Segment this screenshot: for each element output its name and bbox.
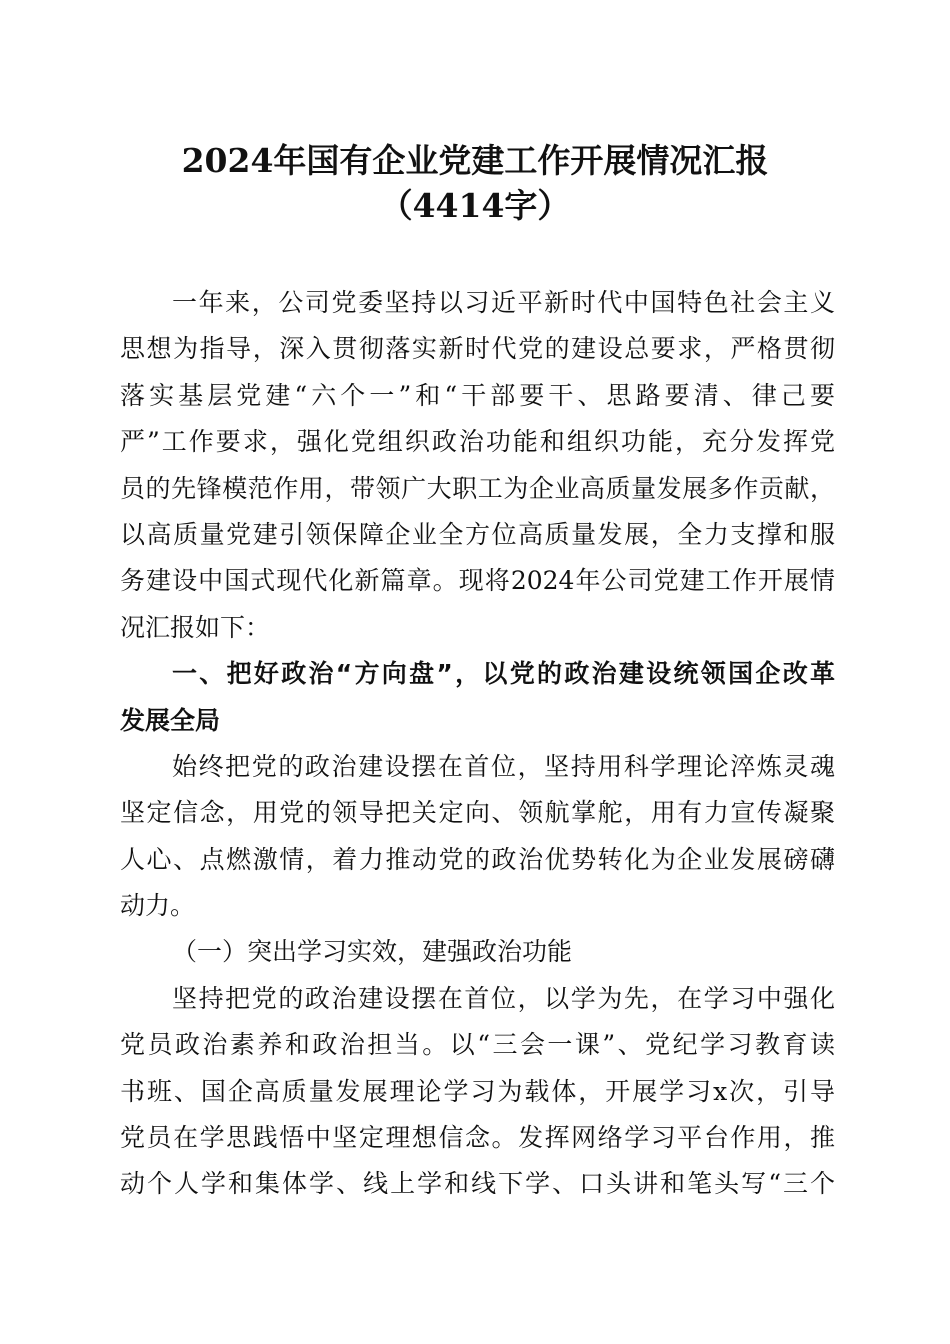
paragraph-line: 动力。 <box>120 891 196 921</box>
paragraph-line: 以高质量党建引领保障企业全方位高质量发展，全力支撑和服 <box>120 519 835 549</box>
subsection-heading: （一）突出学习实效，建强政治功能 <box>172 937 573 967</box>
paragraph-line: 务建设中国式现代化新篇章。现将2024年公司党建工作开展情 <box>120 566 835 596</box>
paragraph-line: 动个人学和集体学、线上学和线下学、口头讲和笔头写“三个 <box>120 1169 835 1199</box>
paragraph-line: 人心、点燃激情，着力推动党的政治优势转化为企业发展磅礴 <box>120 844 835 874</box>
paragraph-line: 党员政治素养和政治担当。以“三会一课”、党纪学习教育读 <box>120 1030 835 1060</box>
title-line-2: （4414字） <box>379 186 571 225</box>
document-title <box>0 138 950 228</box>
paragraph-line: 书班、国企高质量发展理论学习为载体，开展学习x次，引导 <box>120 1076 835 1106</box>
section-heading-line: 发展全局 <box>120 705 221 735</box>
paragraph-line: 思想为指导，深入贯彻落实新时代党的建设总要求，严格贯彻 <box>120 334 835 364</box>
paragraph-line: 员的先锋模范作用，带领广大职工为企业高质量发展多作贡献， <box>120 473 835 503</box>
paragraph-line: 始终把党的政治建设摆在首位，坚持用科学理论淬炼灵魂 <box>172 751 835 781</box>
paragraph-line: 坚持把党的政治建设摆在首位，以学为先，在学习中强化 <box>172 983 835 1013</box>
paragraph-line: 况汇报如下： <box>120 612 271 642</box>
document-body <box>120 280 835 1208</box>
paragraph-line: 党员在学思践悟中坚定理想信念。发挥网络学习平台作用，推 <box>120 1123 835 1153</box>
paragraph-line: 坚定信念，用党的领导把关定向、领航掌舵，用有力宣传凝聚 <box>120 798 835 828</box>
paragraph-line: 一年来，公司党委坚持以习近平新时代中国特色社会主义 <box>172 288 835 317</box>
section-heading-line: 一、把好政治“方向盘”，以党的政治建设统领国企改革 <box>172 659 835 689</box>
paragraph-line: 落实基层党建“六个一”和“干部要干、思路要清、律己要 <box>120 380 835 410</box>
title-line-1: 2024年国有企业党建工作开展情况汇报 <box>181 141 769 180</box>
paragraph-line: 严”工作要求，强化党组织政治功能和组织功能，充分发挥党 <box>120 427 835 457</box>
